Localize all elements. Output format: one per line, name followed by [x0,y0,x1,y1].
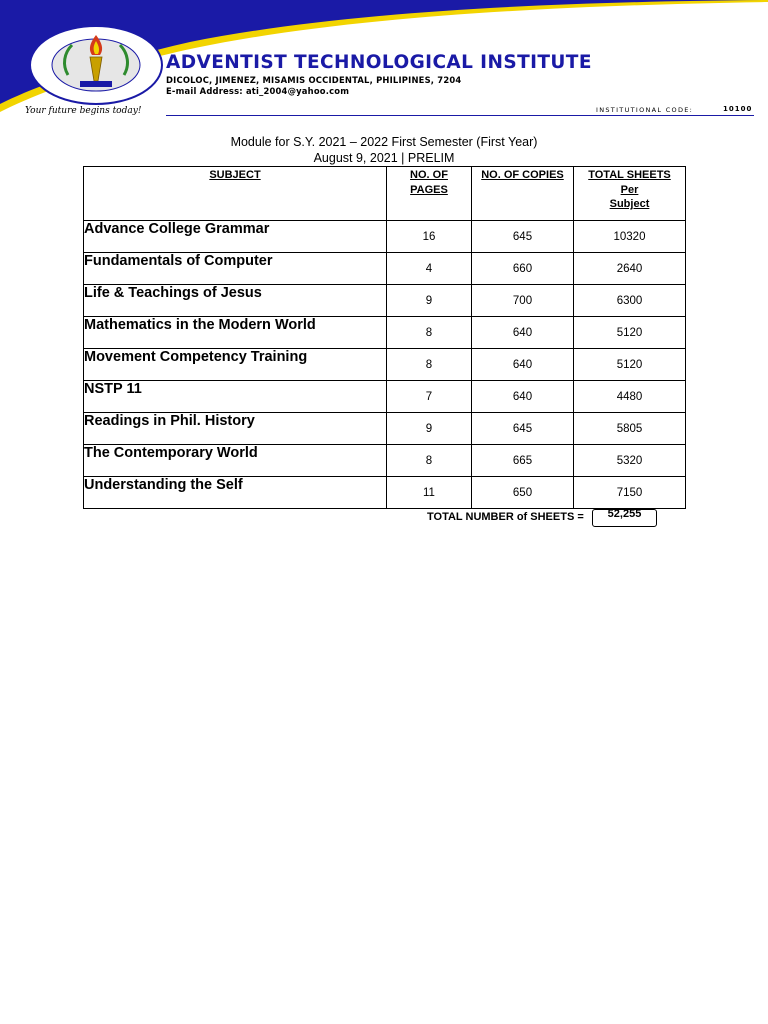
cell-subject: The Contemporary World [84,445,387,477]
cell-pages: 16 [387,221,472,253]
cell-subject: Fundamentals of Computer [84,253,387,285]
letterhead [0,0,768,125]
cell-pages: 8 [387,349,472,381]
modules-table [83,166,686,509]
document-title: Module for S.Y. 2021 – 2022 First Semester (First Year) [230,135,538,149]
cell-total: 5120 [574,349,686,381]
cell-total: 2640 [574,253,686,285]
cell-subject: Understanding the Self [84,477,387,509]
table-header-row [84,167,686,221]
institution-address: DICOLOC, JIMENEZ, MISAMIS OCCIDENTAL, PHILIPINES, 7204 [166,75,462,85]
header-subject: SUBJECT [84,167,387,221]
total-sheets-value: 52,255 [592,509,657,527]
table-row [84,317,686,349]
table-row [84,349,686,381]
cell-pages: 9 [387,285,472,317]
cell-subject: Readings in Phil. History [84,413,387,445]
table-row [84,477,686,509]
cell-copies: 665 [472,445,574,477]
cell-total: 5120 [574,317,686,349]
cell-subject: NSTP 11 [84,381,387,413]
cell-copies: 640 [472,317,574,349]
header-divider [166,115,754,116]
institutional-code-value: 10100 [723,105,753,113]
cell-copies: 645 [472,413,574,445]
cell-pages: 8 [387,445,472,477]
cell-pages: 4 [387,253,472,285]
table-row [84,413,686,445]
institution-email: E-mail Address: ati_2004@yahoo.com [166,86,350,96]
header-copies: NO. OF COPIES [472,167,574,221]
cell-total: 7150 [574,477,686,509]
table-row [84,445,686,477]
cell-total: 5320 [574,445,686,477]
cell-pages: 11 [387,477,472,509]
torch-seal-icon [28,25,164,105]
cell-pages: 9 [387,413,472,445]
cell-total: 4480 [574,381,686,413]
cell-subject: Life & Teachings of Jesus [84,285,387,317]
total-sheets-label: TOTAL NUMBER of SHEETS = [427,511,584,523]
cell-subject: Mathematics in the Modern World [84,317,387,349]
cell-pages: 7 [387,381,472,413]
header-total-sheets: TOTAL SHEETS Per Subject [574,167,686,221]
institutional-code-label: INSTITUTIONAL CODE: [596,106,694,114]
cell-copies: 700 [472,285,574,317]
cell-total: 5805 [574,413,686,445]
tagline: Your future begins today! [25,106,142,116]
cell-copies: 640 [472,349,574,381]
cell-copies: 660 [472,253,574,285]
cell-total: 6300 [574,285,686,317]
cell-total: 10320 [574,221,686,253]
table-row [84,221,686,253]
cell-subject: Movement Competency Training [84,349,387,381]
table-row [84,285,686,317]
cell-copies: 645 [472,221,574,253]
cell-copies: 650 [472,477,574,509]
cell-pages: 8 [387,317,472,349]
institution-seal [28,25,164,105]
cell-subject: Advance College Grammar [84,221,387,253]
header-pages: NO. OF PAGES [387,167,472,221]
institution-name: ADVENTIST TECHNOLOGICAL INSTITUTE [166,52,592,73]
table-row [84,253,686,285]
document-subtitle: August 9, 2021 | PRELIM [313,151,455,165]
table-row [84,381,686,413]
cell-copies: 640 [472,381,574,413]
